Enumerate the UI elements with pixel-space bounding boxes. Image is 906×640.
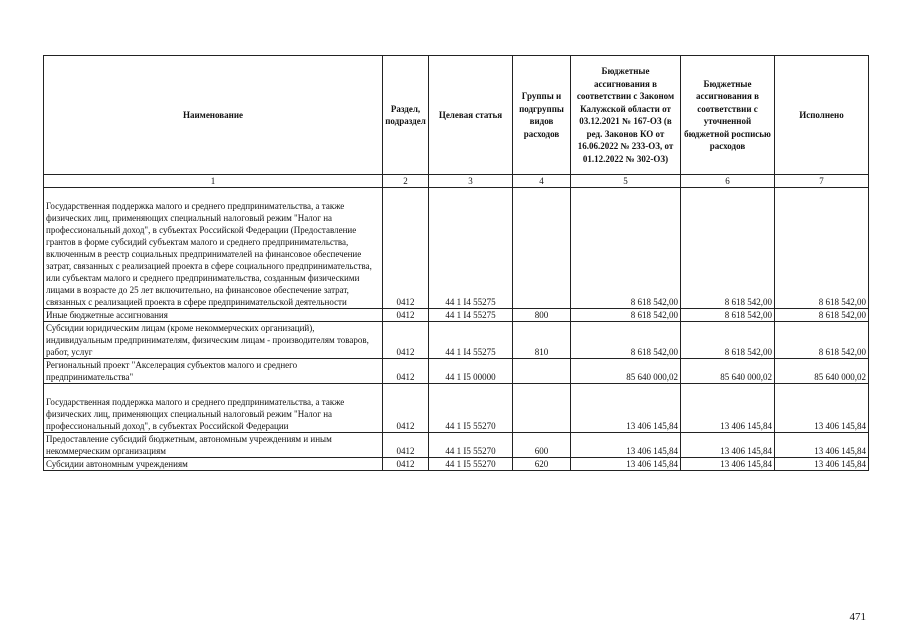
row-law-amount: 85 640 000,02 — [571, 359, 681, 384]
column-number: 3 — [429, 175, 513, 188]
row-done-amount: 13 406 145,84 — [775, 384, 869, 433]
table-row — [44, 384, 869, 433]
row-article: 44 1 I5 00000 — [429, 359, 513, 384]
row-plan-amount: 13 406 145,84 — [681, 458, 775, 471]
column-number: 6 — [681, 175, 775, 188]
row-law-amount: 13 406 145,84 — [571, 384, 681, 433]
row-name: Субсидии автономным учреждениям — [44, 458, 383, 471]
row-done-amount: 8 618 542,00 — [775, 309, 869, 322]
column-number: 1 — [44, 175, 383, 188]
page-number: 471 — [849, 611, 866, 623]
row-article: 44 1 I5 55270 — [429, 458, 513, 471]
row-plan-amount: 13 406 145,84 — [681, 384, 775, 433]
row-name: Предоставление субсидий бюджетным, автономным учреждениям и иным некоммерческим организациям — [44, 433, 383, 458]
row-group: 810 — [513, 322, 571, 359]
table-row — [44, 458, 869, 471]
row-section: 0412 — [383, 322, 429, 359]
header-article: Целевая статья — [429, 56, 513, 175]
row-group — [513, 188, 571, 309]
row-law-amount: 8 618 542,00 — [571, 322, 681, 359]
row-law-amount: 13 406 145,84 — [571, 433, 681, 458]
header-law: Бюджетные ассигнования в соответствии с Законом Калужской области от 03.12.2021 № 167-ОЗ (в ред. Законов КО от 16.06.2022 № 233-ОЗ, от 01.12.2022 № 302-ОЗ) — [571, 56, 681, 175]
row-group: 800 — [513, 309, 571, 322]
row-group — [513, 384, 571, 433]
row-name: Государственная поддержка малого и среднего предпринимательства, а также физических лиц, применяющих специальный налоговый режим "Налог на профессиональный доход", в субъектах Российской Федерации (Предоставление грантов в форме субсидий субъектам малого и среднего предпринимательства, включенным в реестр социальных предпринимателей на финансовое обеспечение затрат, связанных с реализацией проекта в сфере социального предпринимательства, или субъектам малого и среднего предпринимательства, созданным физическими лицами в возрасте до 25 лет включительно, на финансовое обеспечение затрат, связанных с реализацией проекта в сфере предпринимательской деятельности — [46, 201, 372, 307]
row-section: 0412 — [383, 359, 429, 384]
row-done-amount: 13 406 145,84 — [775, 433, 869, 458]
row-section: 0412 — [383, 188, 429, 309]
row-plan-amount: 13 406 145,84 — [681, 433, 775, 458]
row-group: 620 — [513, 458, 571, 471]
row-name: Субсидии юридическим лицам (кроме некоммерческих организаций), индивидуальным предпринимателям, физическим лицам - производителям товаров, работ, услуг — [44, 322, 383, 359]
row-section: 0412 — [383, 309, 429, 322]
row-done-amount: 85 640 000,02 — [775, 359, 869, 384]
row-group — [513, 359, 571, 384]
row-article: 44 1 I5 55270 — [429, 433, 513, 458]
row-article: 44 1 I5 55270 — [429, 384, 513, 433]
row-law-amount: 8 618 542,00 — [571, 188, 681, 309]
table-row — [44, 188, 869, 309]
row-article: 44 1 I4 55275 — [429, 322, 513, 359]
row-group: 600 — [513, 433, 571, 458]
header-plan: Бюджетные ассигнования в соответствии с уточненной бюджетной росписью расходов — [681, 56, 775, 175]
table-row — [44, 359, 869, 384]
row-article: 44 1 I4 55275 — [429, 309, 513, 322]
header-group: Группы и подгруппы видов расходов — [513, 56, 571, 175]
column-number: 4 — [513, 175, 571, 188]
row-plan-amount: 85 640 000,02 — [681, 359, 775, 384]
header-name: Наименование — [44, 56, 383, 175]
row-name: Региональный проект "Акселерация субъектов малого и среднего предпринимательства" — [44, 359, 383, 384]
row-law-amount: 8 618 542,00 — [571, 309, 681, 322]
column-number: 2 — [383, 175, 429, 188]
column-number-row — [44, 175, 869, 188]
table-row — [44, 322, 869, 359]
row-name-cell — [44, 384, 383, 433]
row-name: Государственная поддержка малого и среднего предпринимательства, а также физических лиц, применяющих специальный налоговый режим "Налог на профессиональный доход", в субъектах Российской Федерации — [46, 397, 345, 431]
header-row — [44, 56, 869, 175]
row-section: 0412 — [383, 433, 429, 458]
row-law-amount: 13 406 145,84 — [571, 458, 681, 471]
row-done-amount: 8 618 542,00 — [775, 322, 869, 359]
table-row — [44, 309, 869, 322]
row-done-amount: 8 618 542,00 — [775, 188, 869, 309]
row-article: 44 1 I4 55275 — [429, 188, 513, 309]
row-name-cell — [44, 188, 383, 309]
header-section: Раздел, подраздел — [383, 56, 429, 175]
header-done: Исполнено — [775, 56, 869, 175]
row-plan-amount: 8 618 542,00 — [681, 309, 775, 322]
table-row — [44, 433, 869, 458]
row-name: Иные бюджетные ассигнования — [44, 309, 383, 322]
column-number: 5 — [571, 175, 681, 188]
row-plan-amount: 8 618 542,00 — [681, 322, 775, 359]
column-number: 7 — [775, 175, 869, 188]
row-section: 0412 — [383, 458, 429, 471]
budget-table — [43, 55, 869, 471]
row-done-amount: 13 406 145,84 — [775, 458, 869, 471]
row-section: 0412 — [383, 384, 429, 433]
row-plan-amount: 8 618 542,00 — [681, 188, 775, 309]
